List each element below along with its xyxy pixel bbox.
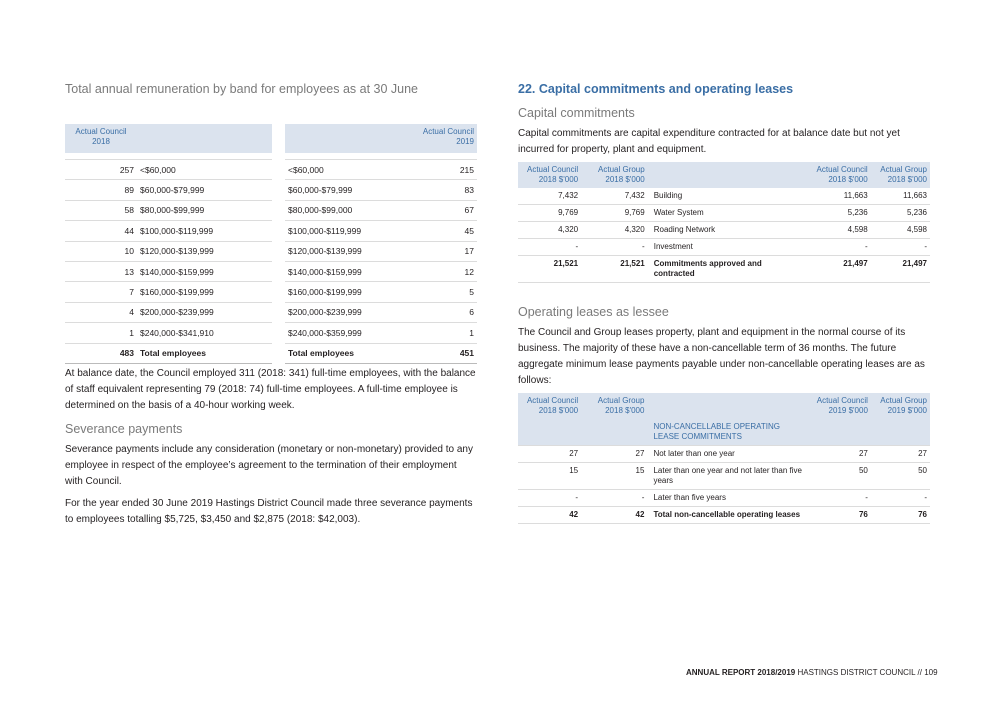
- table-row: [65, 282, 272, 302]
- cell: 11,663: [808, 188, 871, 205]
- cell: 21,497: [871, 256, 930, 283]
- band-cell: $200,000-$239,999: [137, 302, 272, 322]
- cell: -: [581, 490, 647, 507]
- cell: 50: [808, 463, 871, 490]
- severance-paragraph-2: For the year ended 30 June 2019 Hastings District Council made three severance payments to employees totalling $5,725, $3,450 and $2,875 (2018: $42,003).: [65, 498, 473, 525]
- section-22-title: 22. Capital commitments and operating leases: [518, 82, 794, 96]
- total-row: [518, 256, 930, 283]
- count-cell: 257: [65, 160, 137, 180]
- table-row: [518, 188, 930, 205]
- header-line: 2018: [92, 137, 110, 146]
- cell: [808, 419, 871, 446]
- table-row: [518, 446, 930, 463]
- table-row: [65, 200, 272, 220]
- band-cell: $140,000-$159,999: [137, 261, 272, 281]
- cell: 15: [518, 463, 581, 490]
- cell: -: [808, 239, 871, 256]
- total-count: 451: [405, 343, 477, 363]
- cell: 5,236: [808, 205, 871, 222]
- cell: 7,432: [518, 188, 581, 205]
- cell: 50: [871, 463, 930, 490]
- total-label: Total employees: [137, 343, 272, 363]
- operating-leases-table: [518, 393, 930, 524]
- table-row: [285, 302, 477, 322]
- table-row: [285, 323, 477, 343]
- cell: 27: [518, 446, 581, 463]
- table-row: [518, 490, 930, 507]
- cell: [871, 419, 930, 446]
- table-row: [518, 205, 930, 222]
- count-cell: 13: [65, 261, 137, 281]
- employees-paragraph: At balance date, the Council employed 311 (2018: 341) full-time employees, with the balance of staff equivalent representing 79 (2018: 74) full-time employees. A full-time employee is determined on the basis of a 40-hour working week.: [65, 368, 476, 411]
- header-line: Actual Council: [422, 127, 474, 136]
- table-header: [518, 162, 930, 188]
- cell: -: [871, 239, 930, 256]
- cell: 21,497: [808, 256, 871, 283]
- subheader-row: [518, 419, 930, 446]
- cell: 76: [871, 507, 930, 524]
- band-cell: $240,000-$359,999: [285, 323, 405, 343]
- table-header: [285, 124, 477, 153]
- cell: -: [518, 490, 581, 507]
- band-cell: $100,000-$119,999: [285, 221, 405, 241]
- table-row: [285, 282, 477, 302]
- header-cell: Actual Group 2018 $'000: [581, 393, 647, 419]
- header-cell: Actual Council 2018 $'000: [808, 162, 871, 188]
- count-cell: 215: [405, 160, 477, 180]
- band-cell: $120,000-$139,999: [285, 241, 405, 261]
- cell: 4,320: [518, 222, 581, 239]
- total-label: Total employees: [285, 343, 405, 363]
- table-row: [285, 160, 477, 180]
- footer-org: HASTINGS DISTRICT COUNCIL: [797, 668, 916, 677]
- cell: Building: [648, 188, 808, 205]
- table-row: [65, 160, 272, 180]
- header-cell: [137, 124, 272, 153]
- band-cell: <$60,000: [285, 160, 405, 180]
- count-cell: 17: [405, 241, 477, 261]
- header-cell: Actual Council 2019 $'000: [808, 393, 871, 419]
- cell: 15: [581, 463, 647, 490]
- count-cell: 89: [65, 180, 137, 200]
- cell: Not later than one year: [647, 446, 807, 463]
- table-header: [518, 393, 930, 419]
- table-row: [65, 241, 272, 261]
- count-cell: 83: [405, 180, 477, 200]
- count-cell: 67: [405, 200, 477, 220]
- band-cell: $160,000-$199,999: [285, 282, 405, 302]
- count-cell: 10: [65, 241, 137, 261]
- footer-separator: //: [917, 668, 922, 677]
- page-footer: [686, 668, 938, 677]
- count-cell: 45: [405, 221, 477, 241]
- cell: 76: [808, 507, 871, 524]
- band-cell: $200,000-$239,999: [285, 302, 405, 322]
- remuneration-table-2019: [285, 124, 477, 364]
- band-cell: $240,000-$341,910: [137, 323, 272, 343]
- header-line: 2019: [456, 137, 474, 146]
- capital-commitments-intro: Capital commitments are capital expenditure contracted for at balance date but not yet incurred for property, plant and equipment.: [518, 128, 900, 155]
- band-cell: $120,000-$139,999: [137, 241, 272, 261]
- total-row: [518, 507, 930, 524]
- band-cell: $80,000-$99,000: [285, 200, 405, 220]
- cell: 21,521: [581, 256, 648, 283]
- header-cell: Actual Group 2018 $'000: [581, 162, 648, 188]
- header-cell: Actual Group 2019 $'000: [871, 393, 930, 419]
- total-count: 483: [65, 343, 137, 363]
- cell: Total non-cancellable operating leases: [647, 507, 807, 524]
- cell: Commitments approved and contracted: [648, 256, 808, 283]
- table-header: [65, 124, 272, 153]
- count-cell: 6: [405, 302, 477, 322]
- cell: Investment: [648, 239, 808, 256]
- cell: 5,236: [871, 205, 930, 222]
- header-cell: [647, 393, 807, 419]
- band-cell: $60,000-$79,999: [285, 180, 405, 200]
- table-row: [285, 261, 477, 281]
- operating-leases-intro: The Council and Group leases property, plant and equipment in the normal course of its business. The majority of these have a non-cancellable term of 36 months. The future aggregate minimum lease payments payable under non-cancellable operating leases are as follows:: [518, 327, 925, 386]
- header-cell: [405, 124, 477, 153]
- cell: [518, 419, 581, 446]
- table-row: [518, 222, 930, 239]
- cell: Roading Network: [648, 222, 808, 239]
- cell: 4,320: [581, 222, 648, 239]
- cell: 42: [581, 507, 647, 524]
- severance-title: Severance payments: [65, 422, 183, 436]
- header-cell: [65, 124, 137, 153]
- band-cell: $80,000-$99,999: [137, 200, 272, 220]
- cell: 27: [871, 446, 930, 463]
- cell: 9,769: [518, 205, 581, 222]
- header-cell: Actual Council 2018 $'000: [518, 162, 581, 188]
- table-row: [65, 221, 272, 241]
- cell: Later than five years: [647, 490, 807, 507]
- cell: 27: [808, 446, 871, 463]
- cell: -: [518, 239, 581, 256]
- total-row: [285, 343, 477, 363]
- count-cell: 4: [65, 302, 137, 322]
- header-cell: [648, 162, 808, 188]
- footer-report: ANNUAL REPORT 2018/2019: [686, 668, 796, 677]
- cell: 9,769: [581, 205, 648, 222]
- page-number: 109: [924, 668, 938, 677]
- capital-commitments-title: Capital commitments: [518, 106, 635, 120]
- header-cell: [285, 124, 405, 153]
- cell: [581, 419, 647, 446]
- header-cell: Actual Council 2018 $'000: [518, 393, 581, 419]
- cell: -: [808, 490, 871, 507]
- table-row: [285, 221, 477, 241]
- operating-leases-title: Operating leases as lessee: [518, 305, 669, 319]
- subheader-cell: NON-CANCELLABLE OPERATING LEASE COMMITMENTS: [647, 419, 807, 446]
- cell: Later than one year and not later than five years: [647, 463, 807, 490]
- count-cell: 5: [405, 282, 477, 302]
- cell: 7,432: [581, 188, 648, 205]
- severance-paragraph-1: Severance payments include any consideration (monetary or non-monetary) provided to any employee in respect of the employee’s agreement to the termination of their employment with Council.: [65, 444, 473, 487]
- count-cell: 44: [65, 221, 137, 241]
- count-cell: 1: [405, 323, 477, 343]
- table-row: [518, 239, 930, 256]
- table-row: [65, 302, 272, 322]
- table-row: [65, 261, 272, 281]
- cell: Water System: [648, 205, 808, 222]
- count-cell: 1: [65, 323, 137, 343]
- band-cell: $160,000-$199,999: [137, 282, 272, 302]
- remuneration-table-2018: [65, 124, 272, 364]
- count-cell: 58: [65, 200, 137, 220]
- cell: 21,521: [518, 256, 581, 283]
- total-row: [65, 343, 272, 363]
- cell: -: [581, 239, 648, 256]
- table-row: [285, 200, 477, 220]
- cell: 42: [518, 507, 581, 524]
- capital-commitments-table: [518, 162, 930, 283]
- table-row: [285, 180, 477, 200]
- cell: 27: [581, 446, 647, 463]
- cell: 11,663: [871, 188, 930, 205]
- band-cell: $60,000-$79,999: [137, 180, 272, 200]
- remuneration-tables: [65, 102, 477, 359]
- table-row: [65, 323, 272, 343]
- count-cell: 7: [65, 282, 137, 302]
- right-column: [518, 82, 930, 524]
- cell: -: [871, 490, 930, 507]
- table-row: [285, 241, 477, 261]
- cell: 4,598: [871, 222, 930, 239]
- count-cell: 12: [405, 261, 477, 281]
- left-column: [65, 82, 477, 534]
- cell: 4,598: [808, 222, 871, 239]
- table-row: [65, 180, 272, 200]
- header-cell: Actual Group 2018 $'000: [871, 162, 930, 188]
- remuneration-title: Total annual remuneration by band for employees as at 30 June: [65, 82, 419, 96]
- band-cell: $140,000-$159,999: [285, 261, 405, 281]
- table-row: [518, 463, 930, 490]
- header-line: Actual Council: [75, 127, 127, 136]
- band-cell: <$60,000: [137, 160, 272, 180]
- band-cell: $100,000-$119,999: [137, 221, 272, 241]
